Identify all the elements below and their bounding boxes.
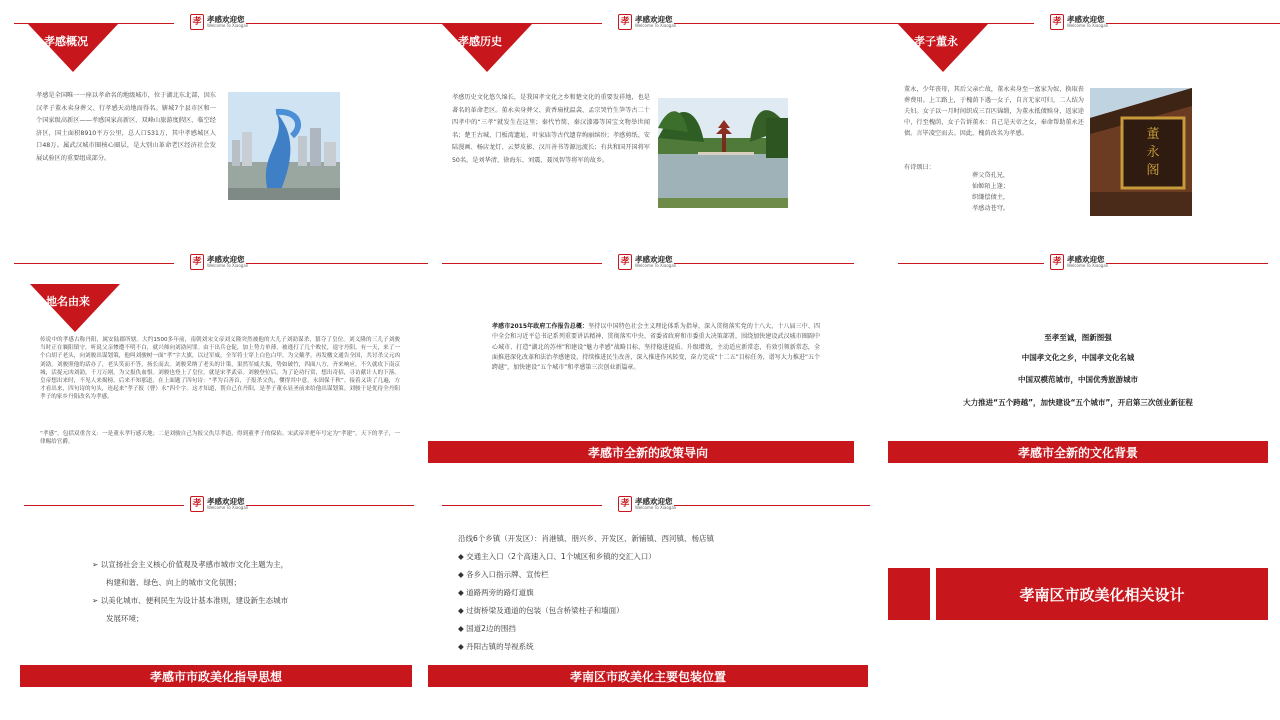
- location-text: 交通主入口（2个高速入口、1个城区和乡镇的交汇入口）: [466, 552, 656, 561]
- logo-mark-icon: 孝: [190, 14, 204, 30]
- diamond-bullet-icon: ◆: [458, 570, 467, 579]
- logo-subtitle: Welcome To Xiaogan: [207, 263, 249, 269]
- policy-text: [492, 322, 820, 373]
- culture-banner: 孝感市全新的文化背景: [888, 441, 1268, 463]
- header-line: [442, 505, 602, 506]
- arrow-bullet-icon: ➢: [92, 596, 101, 605]
- location-text: 过街桥梁及通道的包装（包含桥梁柱子和墙面）: [466, 606, 624, 615]
- slide-dongyong[interactable]: [854, 4, 1280, 244]
- location-text: 国道2边的围挡: [466, 624, 516, 633]
- header-line: [674, 263, 854, 264]
- logo-subtitle: Welcome To Xiaogan: [1067, 23, 1109, 29]
- list-item: [458, 602, 714, 620]
- diamond-bullet-icon: ◆: [458, 642, 467, 651]
- policy-heading: 孝感市2015年政府工作报告总概：: [492, 323, 589, 330]
- logo: [1050, 14, 1108, 30]
- location-text: 丹阳古镇的导视系统: [466, 642, 534, 651]
- guiding-text: 以宣扬社会主义核心价值观及孝感市城市文化主题为主，: [100, 560, 289, 569]
- logo-mark-icon: 孝: [1050, 254, 1064, 270]
- guiding-list: [92, 556, 288, 628]
- guiding-banner: 孝感市市政美化指导思想: [20, 665, 412, 687]
- header-line: [24, 505, 184, 506]
- svg-text:永: 永: [1146, 145, 1160, 160]
- logo-subtitle: Welcome To Xiaogan: [207, 23, 249, 29]
- locations-banner: 孝南区市政美化主要包装位置: [428, 665, 868, 687]
- logo: [618, 254, 676, 270]
- logo-mark-icon: 孝: [190, 496, 204, 512]
- header-line: [246, 23, 440, 24]
- logo-title: 孝感欢迎您: [207, 14, 245, 24]
- logo-title: 孝感欢迎您: [635, 14, 673, 24]
- design-title: 孝南区市政美化相关设计: [936, 568, 1268, 620]
- locations-list: [458, 530, 714, 656]
- lake-pavilion-photo: [658, 98, 788, 208]
- location-text: 各乡入口指示牌、宣传栏: [466, 570, 549, 579]
- section-title: 孝子董永: [914, 35, 958, 48]
- logo-subtitle: Welcome To Xiaogan: [635, 263, 677, 269]
- poem-line: 葬父贷孔兄，: [972, 172, 1010, 179]
- diamond-bullet-icon: ◆: [458, 606, 467, 615]
- logo-title: 孝感欢迎您: [207, 254, 245, 264]
- logo-mark-icon: 孝: [618, 14, 632, 30]
- logo-subtitle: Welcome To Xiaogan: [207, 505, 249, 511]
- logo-mark-icon: 孝: [618, 254, 632, 270]
- slide-overview[interactable]: [14, 4, 440, 244]
- logo-subtitle: Welcome To Xiaogan: [635, 505, 677, 511]
- history-text: 孝感历史文化悠久绵长，是我国孝文化之乡和楚文化的重要发祥地，也是著名的革命老区。董永卖身葬父、黄香扇枕温衾、孟宗哭竹生笋等古二十四孝中的“三孝”就发生在这里；秦代竹简、秦汉漆器等国宝文物举世闻名；楚王古城、门板湾遗址、叶家庙等古代遗存绚丽缤纷；孝感剪纸、安陆漫画、杨店龙灯、云梦皮影、汉川善书等源远流长；有共和国开国将军50名，是刘华清、徐海东、刘震、聂凤智等将军的故乡。: [452, 94, 650, 164]
- header-line: [1106, 23, 1280, 24]
- logo: [190, 14, 248, 30]
- policy-banner: 孝感市全新的政策导向: [428, 441, 854, 463]
- svg-text:阁: 阁: [1146, 163, 1160, 178]
- section-tag: [898, 24, 988, 72]
- poem: [972, 170, 1052, 214]
- logo: [618, 496, 676, 512]
- list-item: [92, 592, 288, 610]
- header-line: [246, 263, 440, 264]
- list-item: [458, 548, 714, 566]
- logo-title: 孝感欢迎您: [207, 496, 245, 506]
- title-block: [888, 568, 930, 620]
- poem-line: 仙姬陌上逢；: [972, 183, 1010, 190]
- culture-line: 大力推进“五个跨越”，加快建设“五个城市”，开启第三次创业新征程: [963, 398, 1193, 407]
- poem-line: 织缣偿债主，: [972, 194, 1010, 201]
- section-title: 孝感历史: [458, 35, 502, 48]
- diamond-bullet-icon: ◆: [458, 624, 467, 633]
- list-item: [458, 638, 714, 656]
- slide-history[interactable]: [428, 4, 854, 244]
- overview-text: 孝感是全国唯一一座以孝命名的地级城市，位于湖北东北部，因东汉孝子董永卖身葬父、行孝感天动地而得名。辖城7个县市区和一个国家级高新区——孝感国家高新区、双峰山旅游度假区、临空经济区，国土面积8910平方公里，总人口531万，其中孝感城区人口48万。属武汉城市圈核心圈层，是大别山革命老区经济社会发展试验区的重要组成部分。: [36, 92, 216, 162]
- locations-heading: 沿线6个乡镇（开发区）：肖港镇、朋兴乡、开发区、新铺镇、西河镇、杨店镇: [458, 534, 715, 543]
- header-line: [674, 23, 854, 24]
- section-tag: [30, 284, 120, 332]
- slide-design-title[interactable]: [888, 486, 1268, 716]
- logo-title: 孝感欢迎您: [1067, 254, 1105, 264]
- list-item: 发展环境；: [106, 614, 144, 623]
- policy-body: 坚持以中国特色社会主义理论体系为指导，深入贯彻落实党的十八大、十八届三中、四中全会和习近平总书记系列重要讲话精神，贯彻落实中央、省委省政府和市委重大决策部署，围绕加快建设武汉城市圈副中心城市、打造“湖北的苏州”和建设“魅力孝感”战略目标，坚持稳进提质、升级增效，主动适应新常态，有效引领新常态，全面推进深化改革和法治孝感建设，持续推进民生改善，深入推进作风转变，奋力完成“十二五”目标任务，谱写大力推进“五个跨越”，加快建设“五个城市”和孝感第三次创业新篇章。: [492, 323, 820, 372]
- arrow-bullet-icon: ➢: [92, 560, 101, 569]
- culture-line: 至孝至诚，图新图强: [1044, 333, 1112, 342]
- slide-culture[interactable]: [888, 244, 1268, 484]
- header-line: [14, 263, 174, 264]
- header-line: [246, 505, 414, 506]
- logo-mark-icon: 孝: [190, 254, 204, 270]
- section-title: 地名由来: [46, 295, 90, 308]
- list-item: [92, 556, 288, 574]
- location-text: 道路两旁的路灯道旗: [466, 588, 534, 597]
- slide-guiding[interactable]: [14, 486, 414, 716]
- slide-place-name[interactable]: [14, 244, 440, 484]
- logo-title: 孝感欢迎您: [635, 254, 673, 264]
- dongyong-text: 董永，少年丧母，其后父亲亡故，董永卖身至一富家为奴，换取丧葬费用。上工路上，于槐荫下遇一女子，自言无家可归，二人结为夫妇。女子以一月时间织成三百匹锦缎，为董永抵债赎身，返家途中，行至槐荫，女子告诉董永：自己是天帝之女，奉命帮助董永还债。言毕凌空而去。因此，槐荫改名为孝感。: [904, 86, 1084, 137]
- diamond-bullet-icon: ◆: [458, 588, 467, 597]
- header-line: [1106, 263, 1268, 264]
- slide-policy[interactable]: [428, 244, 854, 484]
- logo: [190, 496, 248, 512]
- logo-subtitle: Welcome To Xiaogan: [635, 23, 677, 29]
- header-line: [674, 505, 870, 506]
- section-title: 孝感概况: [44, 35, 88, 48]
- list-item: [458, 584, 714, 602]
- slide-locations[interactable]: [428, 486, 870, 716]
- culture-line: 中国双模范城市，中国优秀旅游城市: [1018, 375, 1138, 384]
- list-item: [458, 620, 714, 638]
- list-item: 构建和谐、绿色、向上的城市文化氛围；: [106, 578, 241, 587]
- temple-plaque-photo: [1090, 88, 1192, 216]
- section-tag: [442, 24, 532, 72]
- logo-mark-icon: 孝: [1050, 14, 1064, 30]
- logo: [1050, 254, 1108, 270]
- place-name-text2: “孝感”，包括双重含义：一是董永孝行感天地；二是刘骏自己为报父仇尽孝道，得到董孝子的保佑。宋武帝并把年号定为“孝建”，天下的孝子，一律赐给官爵。: [40, 431, 400, 446]
- city-photo: [228, 92, 340, 200]
- logo: [190, 254, 248, 270]
- culture-line: 中国孝文化之乡，中国孝文化名城: [1021, 353, 1135, 362]
- logo-title: 孝感欢迎您: [1067, 14, 1105, 24]
- place-name-text: 传说中的孝感古称丹阳，属安陆郡所辖。大约1500多年前，南朝刘宋文帝刘义隆突然被他的大儿子刘劭谋杀，篡夺了皇位。刘义隆的三儿子刘骏当时正在襄阳镇守，听说父亲惨遭不明不白，就兴师向刘劭问罪。由于出兵仓促，加上势力单薄，被逃打了几个败仗，退守丹阳。有一天，来了一个白胡子老头，向刘骏出谋划策，他叫刘骏树一面“孝”字大旗，以过军威，全军将士穿上白色白甲，为父戴孝，再发檄文通告全国，共讨杀父元凶刘劭。刘骏照他的话办了，老头笑而不答，扬长而去。刘骏采纳了老头的计策，果然军威大振，势如破竹，四面八方，齐来响应，不久就攻下南京城，活捉元凶刘劭，千刀万剐，为父报仇血恨。刘骏也登上了皇位，就是宋孝武帝。刘骏登位后，为了论功行赏，想出奇招，寻访献计人的下落。皇帝想出来时，不见人来揭榜，后来不知那道，在上面题了四句诗：“孝为百善首，子报杀父仇，懂得其中意，永固保千秋”。接着又读了几遍，方才看出来，四句诗的句头，连起来“孝子报（曹）永”四个字。这才知道，帮自己在丹阳，是孝子董永显圣前来给他出谋划策。刘骏于是优待全丹阳孝子的家乡丹阳改名为孝感。: [40, 337, 400, 401]
- logo-title: 孝感欢迎您: [635, 496, 673, 506]
- diamond-bullet-icon: ◆: [458, 552, 467, 561]
- section-tag: [28, 24, 118, 72]
- guiding-text: 以美化城市、便利民生为设计基本准则，建设新生态城市: [100, 596, 289, 605]
- header-line: [898, 263, 1044, 264]
- svg-text:董: 董: [1146, 127, 1160, 142]
- poem-line: 孝感动苍穹。: [972, 205, 1010, 212]
- logo: [618, 14, 676, 30]
- logo-subtitle: Welcome To Xiaogan: [1067, 263, 1109, 269]
- logo-mark-icon: 孝: [618, 496, 632, 512]
- list-item: [458, 566, 714, 584]
- poem-title: 有诗颂曰：: [904, 164, 935, 171]
- header-line: [442, 263, 602, 264]
